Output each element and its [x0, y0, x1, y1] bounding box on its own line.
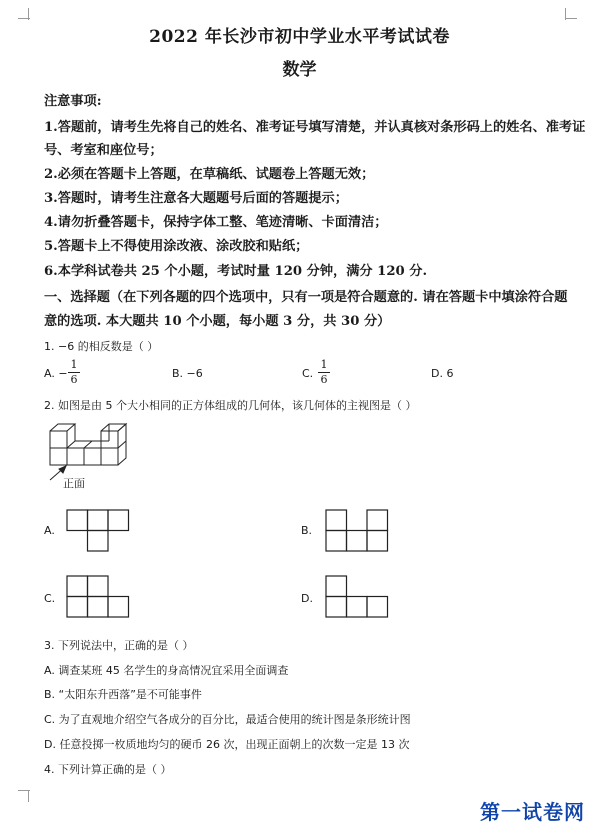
q1-option-b: B. −6	[172, 367, 203, 380]
fraction-denominator: 6	[320, 373, 328, 386]
q1-option-a-fraction	[68, 358, 80, 387]
exam-subject: 数学	[282, 60, 317, 80]
notice-item: 1.答题前，请考生先将自己的姓名、准考证号填写清楚，并认真核对条形码上的姓名、准考证	[44, 120, 586, 135]
notice-item: 4.请勿折叠答题卡，保持字体工整、笔迹清晰、卡面清洁；	[44, 215, 388, 230]
notice-item: 3.答题时，请考生注意各大题题号后面的答题提示；	[44, 191, 348, 206]
fraction-numerator: 1	[318, 358, 330, 373]
q3-option-b: B. “太阳东升西落”是不可能事件	[44, 688, 202, 701]
fraction-denominator: 6	[70, 373, 78, 386]
notice-item: 6.本学科试卷共 25 个小题，考试时量 120 分钟，满分 120 分.	[44, 264, 428, 279]
notice-heading: 注意事项:	[44, 94, 102, 109]
q2-option-c-label: C.	[44, 592, 56, 605]
q2-option-b-figure	[325, 509, 389, 553]
exam-title: 2022 年长沙市初中学业水平考试试卷	[149, 27, 450, 47]
q2-option-d-label: D.	[301, 592, 313, 605]
q2-option-b-label: B.	[301, 524, 313, 537]
fraction-numerator: 1	[68, 358, 80, 373]
q3-option-a: A. 调查某班 45 名学生的身高情况宜采用全面调查	[44, 664, 289, 677]
question-1-stem: 1. −6 的相反数是（ ）	[44, 340, 159, 353]
question-4-stem: 4. 下列计算正确的是（ ）	[44, 763, 172, 776]
notice-item: 2.必须在答题卡上答题，在草稿纸、试题卷上答题无效；	[44, 167, 375, 182]
q3-option-d: D. 任意投掷一枚质地均匀的硬币 26 次，出现正面朝上的次数一定是 13 次	[44, 738, 410, 751]
question-3-stem: 3. 下列说法中，正确的是（ ）	[44, 639, 194, 652]
q1-option-c-fraction	[318, 358, 330, 387]
question-2-stem: 2. 如图是由 5 个大小相同的正方体组成的几何体，该几何体的主视图是（ ）	[44, 399, 417, 412]
q2-option-a-figure	[66, 509, 130, 553]
q2-option-d-figure	[325, 575, 389, 619]
q1-option-d: D. 6	[431, 367, 454, 380]
q1-option-a-label: A. −	[44, 367, 68, 380]
q1-option-c-label: C.	[302, 367, 314, 380]
q2-option-a-label: A.	[44, 524, 55, 537]
q3-option-c: C. 为了直观地介绍空气各成分的百分比，最适合使用的统计图是条形统计图	[44, 713, 411, 726]
notice-item: 5.答题卡上不得使用涂改液、涂改胶和贴纸；	[44, 239, 309, 254]
q2-option-c-figure	[66, 575, 130, 619]
section-heading-cont: 意的选项. 本大题共 10 个小题，每小题 3 分，共 30 分）	[44, 314, 391, 329]
notice-item: 号、考室和座位号；	[44, 143, 163, 158]
q2-solid-figure	[46, 418, 146, 488]
q2-front-label: 正面	[63, 477, 85, 490]
section-heading: 一、选择题（在下列各题的四个选项中，只有一项是符合题意的. 请在答题卡中填涂符合题	[44, 290, 568, 305]
watermark-logo: 第一试卷网	[480, 800, 585, 824]
